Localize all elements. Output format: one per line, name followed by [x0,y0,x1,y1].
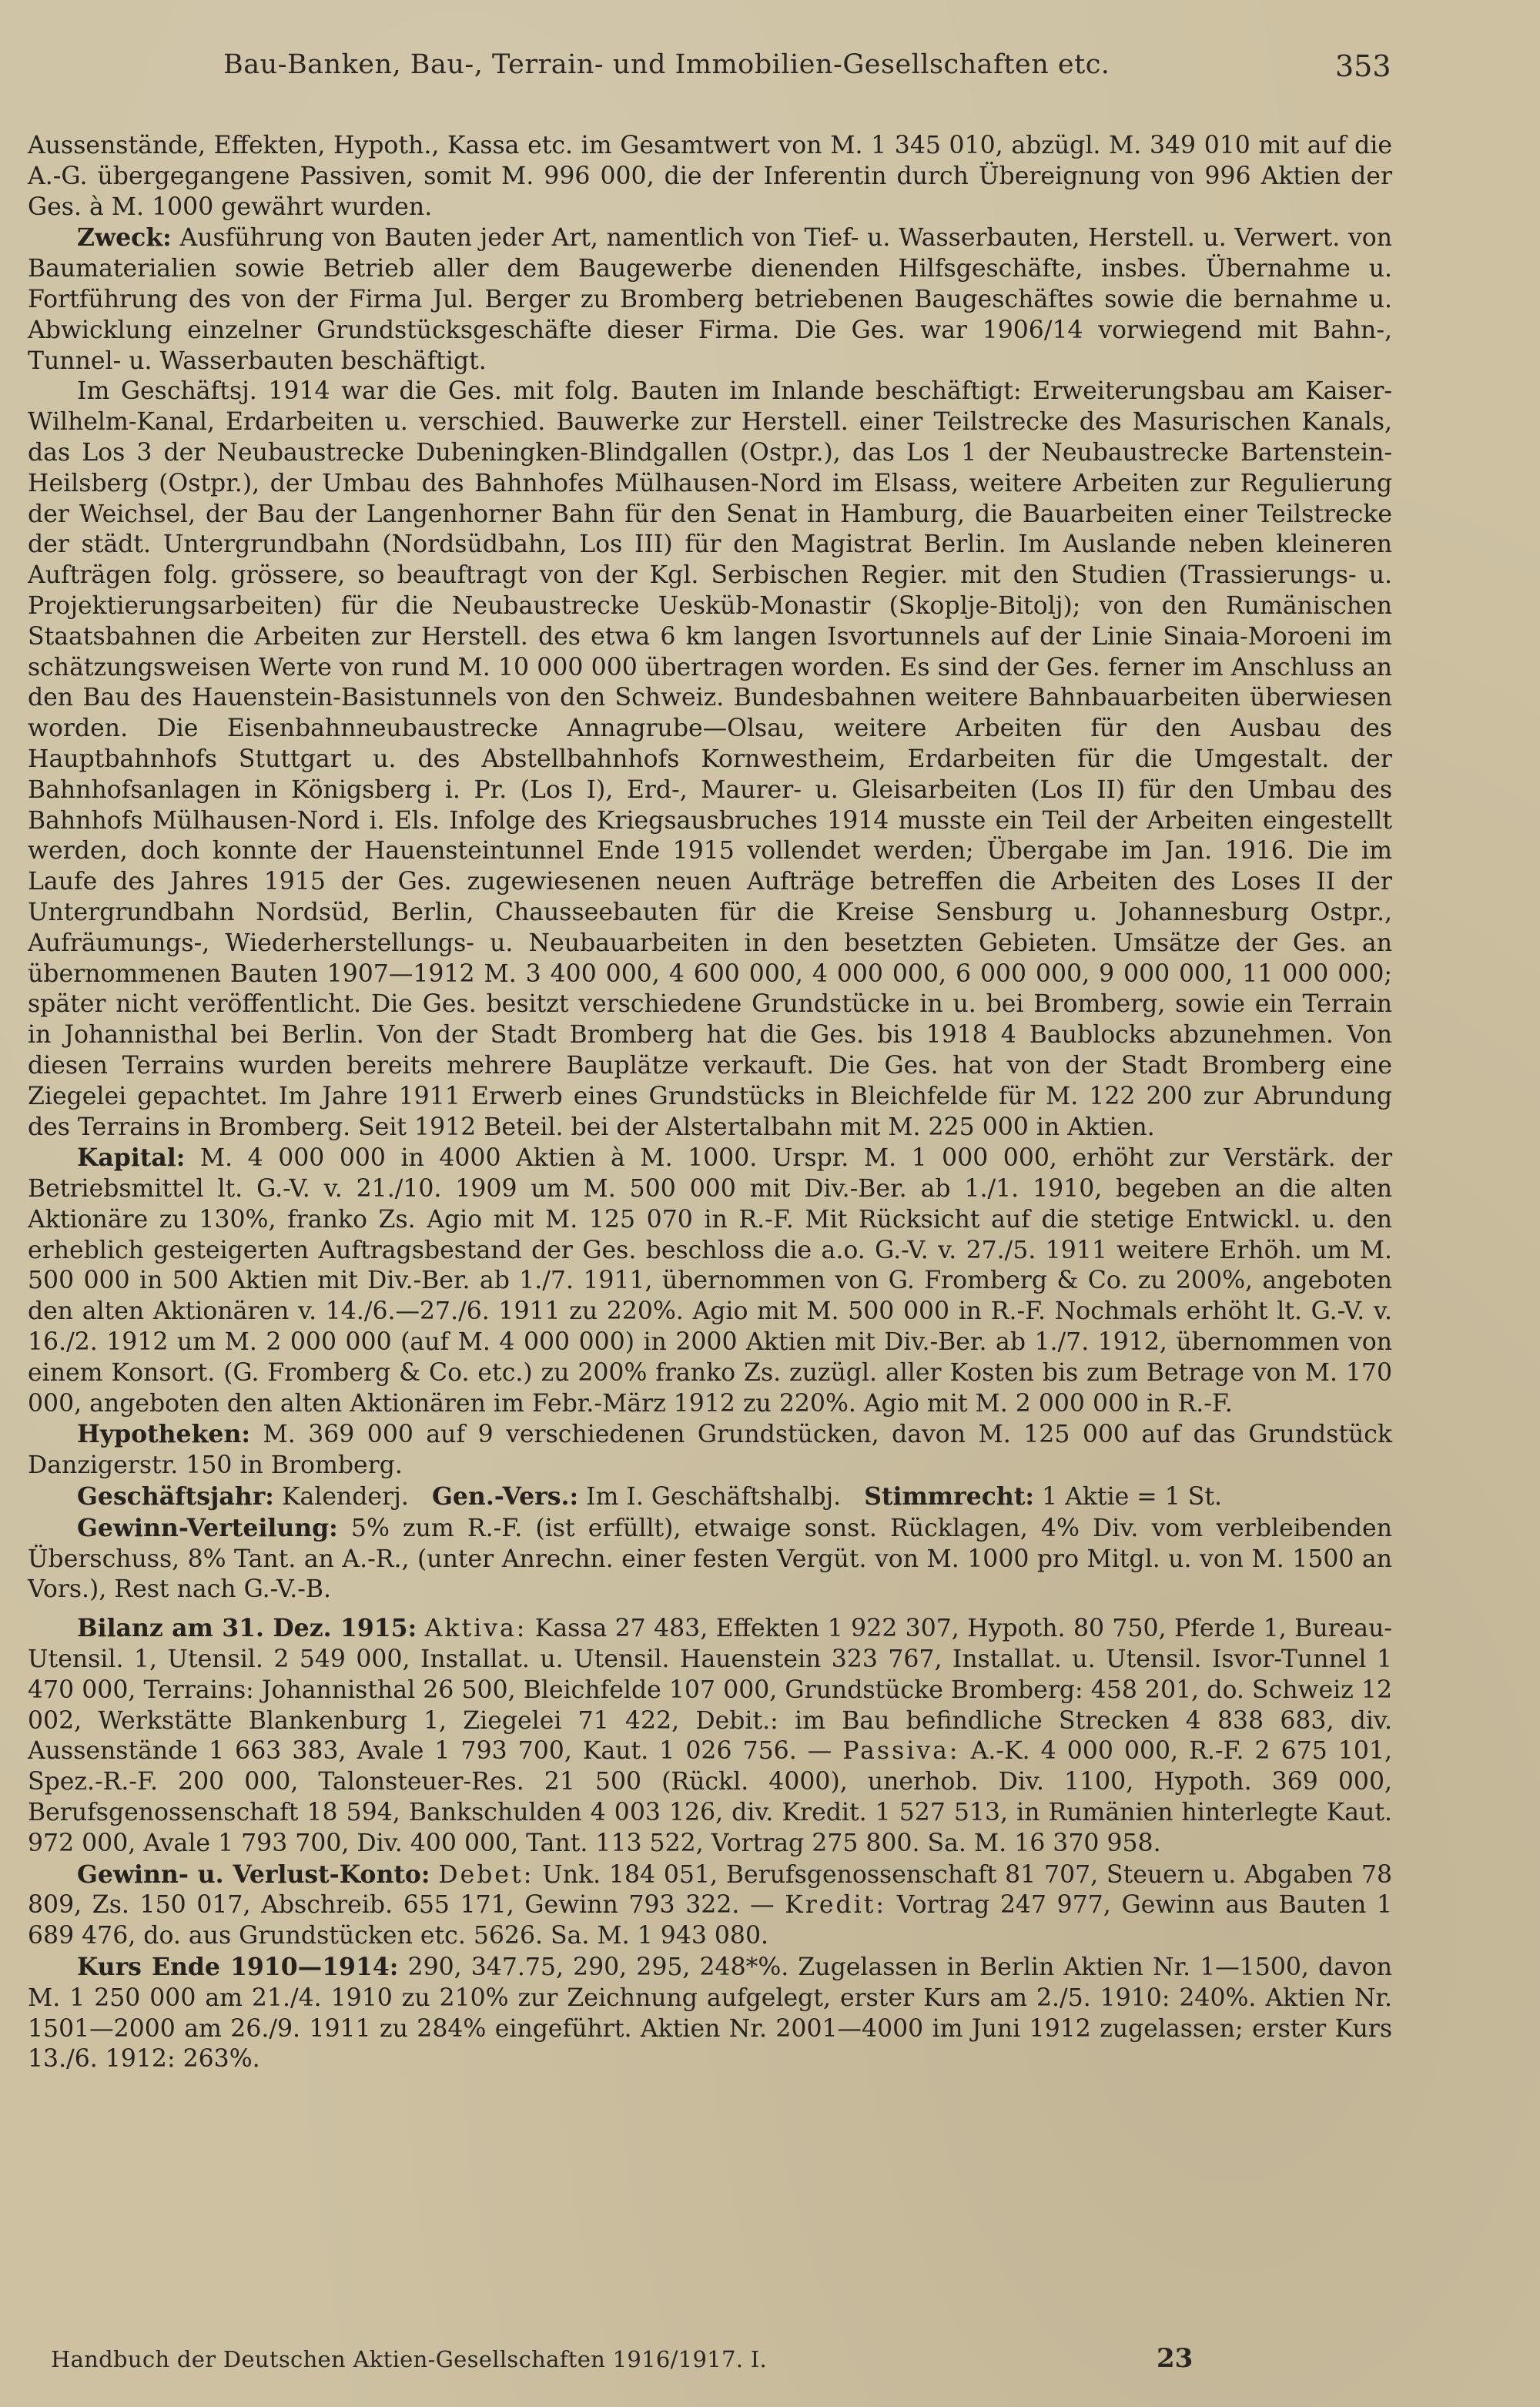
document-body [28,131,1392,2075]
gen-vers-text: Im I. Geschäftshalbj. [586,1483,842,1511]
running-head: Bau-Banken, Bau-, Terrain- und Immobilien-Gesellschaften etc. [223,49,1110,80]
kapital-section [28,1143,1392,1419]
passiva-label: Passiva: [842,1737,960,1766]
gv-kredit-text: Vortrag 247 977, Gewinn aus Bauten 1 689 476, do. aus Grundstücken etc. 5626. Sa. M. 1 943 080. [28,1891,1392,1950]
stimmrecht-label: Stimmrecht: [864,1482,1035,1511]
gv-debet-text: Unk. 184 051, Berufsgenossenschaft 81 707, Steuern u. Abgaben 78 809, Zs. 150 017, Abschreib. 655 171, Gewinn 793 322. — [28,1860,1392,1920]
hypotheken-label: Hypotheken: [77,1420,250,1449]
kurs-label: Kurs Ende 1910—1914: [77,1953,399,1982]
hypotheken-text: M. 369 000 auf 9 verschiedenen Grundstücken, davon M. 125 000 auf das Grundstück Danzigerstr. 150 in Bromberg. [28,1421,1392,1480]
kapital-text: M. 4 000 000 in 4000 Aktien à M. 1000. Urspr. M. 1 000 000, erhöht zur Verstärk. der Betriebsmittel lt. G.-V. v. 21./10. 1909 um M. 500 000 mit Div.-Ber. ab 1./1. 1910, begeben an die alten Aktionäre zu 130%, franko Zs. Agio mit M. 125 070 in R.-F. Mit Rücksicht auf die stetige Entwickl. u. den erheblich gesteigerten Auftragsbestand der Ges. beschloss die a.o. G.-V. v. 27./5. 1911 weitere Erhöh. um M. 500 000 in 500 Aktien mit Div.-Ber. ab 1./7. 1911, übernommen von G. Fromberg & Co. zu 200%, angeboten den alten Aktionären v. 14./6.—27./6. 1911 zu 220%. Agio mit M. 500 000 in R.-F. Nochmals erhöht lt. G.-V. v. 16./2. 1912 um M. 2 000 000 (auf M. 4 000 000) in 2000 Aktien mit Div.-Ber. ab 1./7. 1912, übernommen von einem Konsort. (G. Fromberg & Co. etc.) zu 200% franko Zs. zuzügl. aller Kosten bis zum Betrage von M. 170 000, angeboten den alten Aktionären im Febr.-März 1912 zu 220%. Agio mit M. 2 000 000 in R.-F. [28,1144,1393,1418]
hypotheken-section [28,1419,1392,1481]
stimmrecht-text: 1 Aktie = 1 St. [1042,1483,1223,1511]
geschaeftsjahr-1914-text: Im Geschäftsj. 1914 war die Ges. mit folg. Bauten im Inlande beschäftigt: Erweiterungsbau am Kaiser-Wilhelm-Kanal, Erdarbeiten u. verschied. Bauwerke zur Herstell. einer Teilstrecke des Masurischen Kanals, das Los 3 der Neubaustrecke Dubeningken-Blindgallen (Ostpr.), das Los 1 der Neubaustrecke Bartenstein-Heilsberg (Ostpr.), der Umbau des Bahnhofes Mülhausen-Nord im Elsass, weitere Arbeiten zur Regulierung der Weichsel, der Bau der Langenhorner Bahn für den Senat in Hamburg, die Bauarbeiten einer Teilstrecke der städt. Untergrundbahn (Nordsüdbahn, Los III) für den Magistrat Berlin. Im Auslande neben kleineren Aufträgen folg. grössere, so beauftragt von der Kgl. Serbischen Regier. mit den Studien (Trassierungs- u. Projektierungsarbeiten) für die Neubaustrecke Uesküb-Monastir (Skoplje-Bitolj); von den Rumänischen Staatsbahnen die Arbeiten zur Herstell. des etwa 6 km langen Isvortunnels auf der Linie Sinaia-Moroeni im schätzungsweisen Werte von rund M. 10 000 000 übertragen worden. Es sind der Ges. ferner im Anschluss an den Bau des Hauenstein-Basistunnels von den Schweiz. Bundesbahnen weitere Bahnbauarbeiten überwiesen worden. Die Eisenbahnneubaustrecke Annagrube—Olsau, weitere Arbeiten für den Ausbau des Hauptbahnhofs Stuttgart u. des Abstellbahnhofs Kornwestheim, Erdarbeiten für die Umgestalt. der Bahnhofsanlagen in Königsberg i. Pr. (Los I), Erd-, Maurer- u. Gleisarbeiten (Los II) für den Umbau des Bahnhofs Mülhausen-Nord i. Els. Infolge des Kriegsausbruches 1914 musste ein Teil der Arbeiten eingestellt werden, doch konnte der Hauensteintunnel Ende 1915 vollendet werden; Übergabe im Jan. 1916. Die im Laufe des Jahres 1915 der Ges. zugewiesenen neuen Aufträge betreffen die Arbeiten des Loses II der Untergrundbahn Nordsüd, Berlin, Chausseebauten für die Kreise Sensburg u. Johannesburg Ostpr., Aufräumungs-, Wiederherstellungs- u. Neubauarbeiten in den besetzten Gebieten. Umsätze der Ges. an übernommenen Bauten 1907—1912 M. 3 400 000, 4 600 000, 4 000 000, 6 000 000, 9 000 000, 11 000 000; später nicht veröffentlicht. Die Ges. besitzt verschiedene Grundstücke in u. bei Bromberg, sowie ein Terrain in Johannisthal bei Berlin. Von der Stadt Bromberg hat die Ges. bis 1918 4 Baublocks abzunehmen. Von diesen Terrains wurden bereits mehrere Bauplätze verkauft. Die Ges. hat von der Stadt Bromberg eine Ziegelei gepachtet. Im Jahre 1911 Erwerb eines Grundstücks in Bleichfelde für M. 122 200 zur Abrundung des Terrains in Bromberg. Seit 1912 Beteil. bei der Alstertalbahn mit M. 225 000 in Aktien. [28,377,1392,1141]
intro-paragraph [28,131,1392,223]
geschaeftsjahr-line [28,1481,1392,1513]
signature-mark: 23 [1157,2343,1194,2374]
gewinn-verlust-section [28,1860,1392,1952]
kapital-label: Kapital: [77,1143,186,1173]
zweck-text: Ausführung von Bauten jeder Art, namentlich von Tief- u. Wasserbauten, Herstell. u. Verwert. von Baumaterialien sowie Betrieb aller dem Baugewerbe dienenden Hilfsgeschäfte, insbes. Übernahme u. Fortführung des von der Firma Jul. Berger zu Bromberg betriebenen Baugeschäftes sowie die bernahme u. Abwicklung einzelner Grundstücksgeschäfte dieser Firma. Die Ges. war 1906/14 vorwiegend mit Bahn-, Tunnel- u. Wasserbauten beschäftigt. [28,224,1393,375]
book-title: Handbuch der Deutschen Aktien-Gesellschaften 1916/1917. I. [51,2346,768,2372]
kredit-label: Kredit: [785,1891,886,1920]
gewinn-verteilung-label: Gewinn-Verteilung: [77,1513,338,1542]
gv-konto-label: Gewinn- u. Verlust-Konto: [77,1860,430,1889]
bilanz-label: Bilanz am 31. Dez. 1915: [77,1614,417,1643]
gen-vers-label: Gen.-Vers.: [431,1482,579,1511]
aktiva-label: Aktiva: [424,1615,527,1643]
intro-text: Aussenstände, Effekten, Hypoth., Kassa etc. im Gesamtwert von M. 1 345 010, abzügl. M. 349 010 mit auf die A.-G. übergegangene Passiven, somit M. 996 000, die der Inferentin durch Übereignung von 996 Aktien der Ges. à M. 1000 gewährt wurden. [28,132,1392,221]
page-header [0,49,1540,95]
kurs-text: 290, 347.75, 290, 295, 248*%. Zugelassen in Berlin Aktien Nr. 1—1500, davon M. 1 250 000 am 21./4. 1910 zu 210% zur Zeichnung aufgelegt, erster Kurs am 2./5. 1910: 240%. Aktien Nr. 1501—2000 am 26./9. 1911 zu 284% eingeführt. Aktien Nr. 2001—4000 im Juni 1912 zugelassen; erster Kurs 13./6. 1912: 263%. [28,1953,1392,2074]
zweck-section [28,223,1392,377]
gewinn-verteilung-section [28,1513,1392,1605]
geschaeftsjahr-text: Kalenderj. [281,1483,409,1511]
geschaeftsjahr-1914-paragraph [28,377,1392,1143]
geschaeftsjahr-label: Geschäftsjahr: [77,1482,274,1511]
gewinn-verteilung-text: 5% zum R.-F. (ist erfüllt), etwaige sonst. Rücklagen, 4% Div. vom verbleibenden Überschuss, 8% Tant. an A.-R., (unter Anrechn. einer festen Vergüt. von M. 1000 pro Mitgl. u. von M. 1500 an Vors.), Rest nach G.-V.-B. [28,1514,1392,1604]
page-number: 353 [1335,49,1391,83]
debet-label: Debet: [438,1860,534,1889]
bilanz-passiva-text: A.-K. 4 000 000, R.-F. 2 675 101, Spez.-R.-F. 200 000, Talonsteuer-Res. 21 500 (Rückl. 4000), unerhob. Div. 1100, Hypoth. 369 000, Berufsgenossenschaft 18 594, Bankschulden 4 003 126, div. Kredit. 1 527 513, in Rumänien hinterlegte Kaut. 972 000, Avale 1 793 700, Div. 400 000, Tant. 113 522, Vortrag 275 800. Sa. M. 16 370 958. [28,1737,1393,1857]
bilanz-aktiva-text: Kassa 27 483, Effekten 1 922 307, Hypoth. 80 750, Pferde 1, Bureau-Utensil. 1, Utensil. 2 549 000, Installat. u. Utensil. Hauenstein 323 767, Installat. u. Utensil. Isvor-Tunnel 1 470 000, Terrains: Johannisthal 26 500, Bleichfelde 107 000, Grundstücke Bromberg: 458 201, do. Schweiz 12 002, Werkstätte Blankenburg 1, Ziegelei 71 422, Debit.: im Bau befindliche Strecken 4 838 683, div. Aussenstände 1 663 383, Avale 1 793 700, Kaut. 1 026 756. — [28,1615,1393,1766]
kurs-section [28,1952,1392,2075]
zweck-label: Zweck: [77,223,172,253]
bilanz-section [28,1613,1392,1859]
